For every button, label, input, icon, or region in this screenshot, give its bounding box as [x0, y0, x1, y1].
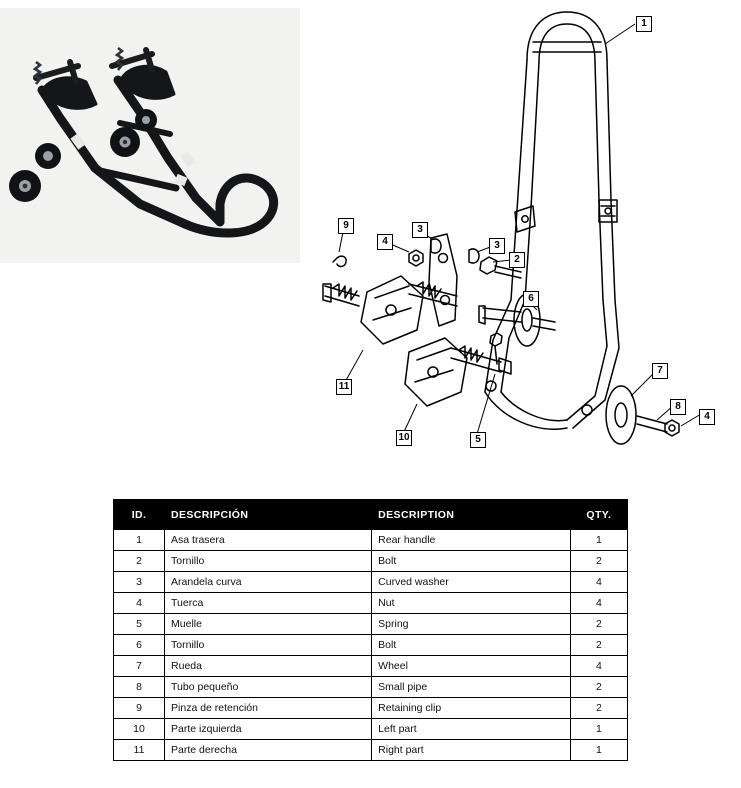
cell-en: Curved washer: [372, 572, 571, 593]
callout-10: 10: [396, 430, 412, 446]
cell-id: 7: [114, 656, 165, 677]
cell-en: Right part: [372, 740, 571, 761]
callout-3-left: 3: [412, 222, 428, 238]
cell-qty: 2: [570, 614, 627, 635]
cell-es: Parte izquierda: [165, 719, 372, 740]
cell-qty: 1: [570, 740, 627, 761]
cell-id: 6: [114, 635, 165, 656]
cell-es: Arandela curva: [165, 572, 372, 593]
cell-id: 8: [114, 677, 165, 698]
product-photo: [0, 8, 300, 263]
table-row: [114, 614, 628, 635]
parts-table: [113, 499, 628, 761]
table-row: [114, 719, 628, 740]
cell-en: Bolt: [372, 551, 571, 572]
header-qty: QTY.: [570, 500, 627, 530]
callout-4-right: 4: [699, 409, 715, 425]
header-descripcion: DESCRIPCIÓN: [165, 500, 372, 530]
callout-8: 8: [670, 399, 686, 415]
cell-qty: 4: [570, 656, 627, 677]
cell-qty: 2: [570, 698, 627, 719]
cell-es: Rueda: [165, 656, 372, 677]
cell-id: 5: [114, 614, 165, 635]
callout-5: 5: [470, 432, 486, 448]
cell-es: Tubo pequeño: [165, 677, 372, 698]
cell-id: 10: [114, 719, 165, 740]
table-row: [114, 530, 628, 551]
cell-en: Spring: [372, 614, 571, 635]
cell-en: Bolt: [372, 635, 571, 656]
cell-qty: 2: [570, 635, 627, 656]
cell-qty: 4: [570, 593, 627, 614]
cell-es: Pinza de retención: [165, 698, 372, 719]
cell-id: 3: [114, 572, 165, 593]
cell-id: 9: [114, 698, 165, 719]
table-row: [114, 677, 628, 698]
callout-3-right: 3: [489, 238, 505, 254]
callout-7: 7: [652, 363, 668, 379]
callout-6: 6: [523, 291, 539, 307]
callout-2: 2: [509, 252, 525, 268]
cell-es: Muelle: [165, 614, 372, 635]
callout-11: 11: [336, 379, 352, 395]
cell-id: 1: [114, 530, 165, 551]
cell-qty: 2: [570, 551, 627, 572]
callout-4-left: 4: [377, 234, 393, 250]
table-header-row: [114, 500, 628, 530]
cell-es: Parte derecha: [165, 740, 372, 761]
cell-id: 11: [114, 740, 165, 761]
parts-table-body: [114, 530, 628, 761]
cell-es: Tornillo: [165, 551, 372, 572]
cell-qty: 2: [570, 677, 627, 698]
cell-en: Small pipe: [372, 677, 571, 698]
cell-id: 2: [114, 551, 165, 572]
cell-qty: 4: [570, 572, 627, 593]
cell-en: Retaining clip: [372, 698, 571, 719]
cell-en: Wheel: [372, 656, 571, 677]
cell-es: Tornillo: [165, 635, 372, 656]
callout-9: 9: [338, 218, 354, 234]
cell-es: Asa trasera: [165, 530, 372, 551]
cell-en: Nut: [372, 593, 571, 614]
parts-table-header: [114, 500, 628, 530]
cell-qty: 1: [570, 530, 627, 551]
cell-qty: 1: [570, 719, 627, 740]
cell-en: Rear handle: [372, 530, 571, 551]
header-description: DESCRIPTION: [372, 500, 571, 530]
table-row: [114, 593, 628, 614]
table-row: [114, 740, 628, 761]
cell-en: Left part: [372, 719, 571, 740]
table-row: [114, 572, 628, 593]
table-row: [114, 656, 628, 677]
cell-es: Tuerca: [165, 593, 372, 614]
table-row: [114, 698, 628, 719]
table-row: [114, 551, 628, 572]
header-id: ID.: [114, 500, 165, 530]
cell-id: 4: [114, 593, 165, 614]
table-row: [114, 635, 628, 656]
callout-1: 1: [636, 16, 652, 32]
